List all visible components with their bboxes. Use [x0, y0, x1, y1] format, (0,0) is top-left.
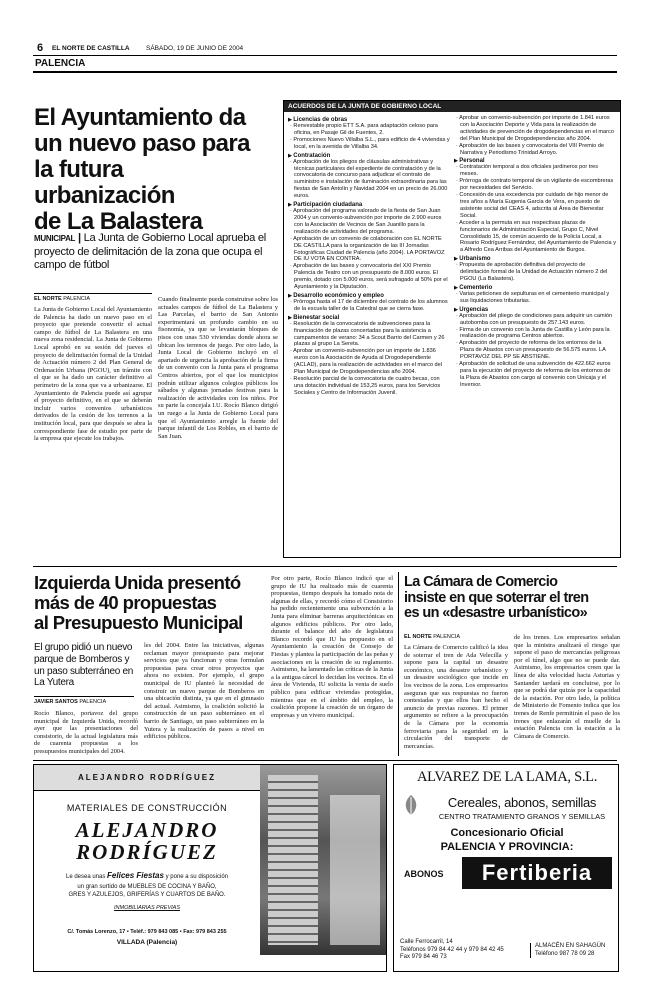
acuerdo-section-heading: ▶ Contratación [288, 153, 450, 159]
ad2-region: PALENCIA Y PROVINCIA: [440, 841, 574, 853]
acuerdo-item: · Contratación temporal a dos oficiales jardineros por tres meses. [454, 164, 616, 178]
acuerdo-item: · Aprobación del proyecto de reforma de los entornos de la Plaza de Abastos con un presupuesto de 56.575 euros. LA PORTAVOZ DEL PP SE ABSTIENE. [454, 340, 616, 361]
acuerdo-section-heading: ▶ Urgencias [454, 307, 616, 313]
camara-column-2: de los trenes. Los empresarios señalan que la ministra analizará el riesgo que supone el paso de mercancías peligrosas por el túnel, algo que no se puede dar. Asimismo, los empresarios creen que la línea de alta velocidad hacia Asturias y Santander tardará en concluirse, por lo que se podrá dar quizás por la capacidad de la estación. Por otro lado, la política de Ministerio de Fomento indica que los trenes de Renfe permitirán el paso de los trenes que enlazarán el muelle de la estación Palencia con la estación a la Cámara de Comercio. [514, 634, 620, 740]
acuerdo-item: · Aprobación del programa valorado de la fiesta de San Juan 2004 y un convenio-subvención por importe de 2.900 euros con la Asociación de Vecinos de San Juanillo para la realización de actividades del programa. [288, 208, 450, 236]
ad-top-sign: ALEJANDRO RODRÍGUEZ [34, 765, 260, 791]
acuerdo-section-heading: ▶ Personal [454, 158, 616, 164]
lead-headline-line: un nuevo paso para [34, 129, 250, 157]
acuerdo-item: · Resolución parcial de la convocatoria de cuatro becas, con una dotación individual de 153,25 euros, para los Servicios Sociales y Centro de Información Juvenil. [288, 376, 450, 397]
acuerdo-section-heading: ▶ Cementerio [454, 285, 616, 291]
camara-column-1: La Cámara de Comercio calificó la idea de soterrar el tren de Ada Velecilla y supone para la capital un desastre económico, una desastre urbanístico y un desastre sociológico que incide en los vecinos de la zona. Los empresarios aseguran que sus respuestas no fueron contestadas y que ellos han hecho el anuncio de previas razones. El primer argumento se refiere a la preocupación de la Cámara por la economía ferroviaria para la seguridad en la circulación del transporte de mercancías. [404, 644, 508, 750]
acuerdo-item: · Aprobar un convenio-subvención por importe de 1.841 euros con la Asociación Deporte y Vida para la realización de actividades de prevención de drogodependencias en el marco del Plan Municipal de Drogodependencias año 2004. [454, 115, 616, 143]
acuerdos-column-2 [454, 115, 616, 555]
iu-column-1: Rocío Blanco, portavoz del grupo municipal de Izquierda Unida, recordó ayer que las presentaciones del consistorio, de la actual legislatura más de cuarenta propuestas a los presupuestos municipales del 2004. [34, 710, 138, 755]
acuerdo-item: · Aprobación de las bases y convocatoria del XXI Premio Palencia de Teatro con un presupuesto de 8.000 euros. El premio, dotado con 5.000 euros, será sufragado al 50% por el Ayuntamiento y la Diputación. [288, 263, 450, 291]
acuerdo-item: · Aprobar un convenio-subvención por un importe de 1.836 euros con la Asociación de Ayuda al Drogodependiente (ACLAD), para la realización de actividades en el marco del Plan Municipal de Drogodependencias año 2004. [288, 348, 450, 376]
leaf-icon [400, 793, 422, 817]
ad-kicker: MATERIALES DE CONSTRUCCIÓN [66, 803, 228, 813]
byline-author: EL NORTE [404, 634, 432, 640]
acuerdo-item: · Aprobación de los pliegos de cláusulas administrativas y técnicas particulares del expediente de contratación y de la convocatoria de concurso para adjudicar el contrato de suministro e instalación de iluminación extraordinaria para las fiestas de San Antolín y Navidad 2004 en un precio de 26.000 euros. [288, 159, 450, 200]
lead-headline-line: la futura urbanización [34, 155, 175, 209]
ad-greeting: Le desea unas Felices Fiestas y pone a su disposición [65, 871, 228, 880]
deck-label: MUNICIPAL [34, 234, 76, 243]
camara-headline-line: es un «desastre urbanístico» [404, 605, 588, 622]
page-number: 6 [37, 42, 44, 54]
ad-company-name: ALEJANDRO RODRÍGUEZ [75, 818, 219, 864]
acuerdo-item: · Aprobación de las bases y convocatoria del VIII Premio de Narrativa y Periodismo Trinidad Arroyo. [454, 143, 616, 157]
section-title: PALENCIA [35, 58, 86, 69]
ad-products: un gran surtido de MUEBLES DE COCINA Y BAÑO, GRES Y AZULEJOS, GRIFERÍAS Y CUARTOS DE BAÑO. [68, 884, 226, 898]
issue-date: SÁBADO, 19 DE JUNIO DE 2004 [146, 45, 244, 52]
fertiberia-logo: Fertiberia [462, 857, 612, 889]
acuerdo-item: · Firma de un convenio con la Junta de Castilla y León para la realización de programa Centros abiertos. [454, 327, 616, 341]
iu-headline-line: más de 40 propuestas [34, 591, 217, 613]
ad2-concesionario: Concesionario Oficial [450, 827, 564, 839]
lead-headline-line: de La Balastera [34, 207, 203, 235]
iu-headline-line: Izquierda Unida presentó [34, 572, 241, 593]
lead-byline [34, 296, 90, 302]
acuerdo-item: · Aprobación del pliego de condiciones para adquirir un camión autobomba con un presupuesto de 257.143 euros. [454, 313, 616, 327]
acuerdo-item: · Acceder a la permuta en sus respectivas plazas de funcionarios de Administración Especial, Grupo C, Nivel Consolidado 15, de común acuerdo de la Policía Local, a Rosario Rodríguez Fernández, del Ayuntamiento de Palencia y a Alfredo Cea Arribas del Ayuntamiento de Burgos. [454, 220, 616, 255]
acuerdo-item: · Aprobación de solicitud de una subvención de 422.662 euros para la ejecución del proyecto de reforma de los entornos de la Plaza de Abastos con cargo al convenio con Unicaja y el Inversor. [454, 361, 616, 389]
acuerdo-item: · Propuesta de aprobación definitiva del proyecto de delimitación formal de la Unidad de Actuación número 2 del PGOU (La Balastera). [454, 262, 616, 283]
ad-address: C/. Tomás Lorenzo, 17 • Teléf.: 979 843 085 • Fax: 979 843 255 [67, 929, 227, 935]
acuerdos-column-1 [288, 115, 450, 555]
acuerdo-section-heading: ▶ Licencias de obras [288, 117, 450, 123]
acuerdo-section-heading: ▶ Participación ciudadana [288, 202, 450, 208]
acuerdos-box [283, 100, 621, 558]
acuerdo-item: · Aprobación de un convenio de colaboración con EL NORTE DE CASTILLA para la organización de las III Jornadas Fotográficas Ciudad de Palencia (año 2004). LA PORTAVOZ DE IU VOTA EN CONTRA. [288, 236, 450, 264]
lead-deck: MUNICIPAL | La Junta de Gobierno Local aprueba el proyecto de delimitación de la zona que ocupa el campo de fútbol [34, 232, 266, 271]
camara-headline-line: insiste en que soterrar el tren [404, 589, 589, 606]
byline-place: PALENCIA [63, 296, 91, 302]
byline-author: JAVIER SANTOS [34, 699, 78, 705]
acuerdo-item: · Renvestable propio ETT S.A. para adaptación celoso para oficina, en Pasaje Gil de Fuentes, 2. [288, 123, 450, 137]
ad2-abonos: ABONOS [404, 869, 444, 879]
acuerdo-item: · Prórroga de contrato temporal de un vigilante de escombreras por necesidades del Servicio. [454, 178, 616, 192]
iu-deck: El grupo pidió un nuevo parque de Bomberos y un paso subterráneo en La Yutera [34, 642, 134, 689]
deck-text: La Junta de Gobierno Local aprueba el proyecto de delimitación de la zona que ocupa el campo de fútbol [34, 232, 266, 271]
byline-place: PALENCIA [79, 699, 107, 705]
lead-headline [34, 105, 264, 235]
acuerdo-section-heading: ▶ Bienestar social [288, 315, 450, 321]
byline-place: PALENCIA [433, 634, 461, 640]
ad-town: VILLADA (Palencia) [116, 939, 178, 946]
ad2-address: Calle Ferrocarril, 14 Teléfonos 979 84 42 44 y 979 84 42 45 Fax 979 84 46 73 [400, 939, 504, 960]
ad-line4: INMOBILIARIAS PREVIAS [113, 905, 181, 911]
iu-column-2: les del 2004. Entre las iniciativas, algunas reclaman mayor presupuesto para mejorar servicios que ya funcionan y otras formulan propuestas para crear otros proyectos que ahora no existen. Por ejemplo, el grupo municipal de IU planteó la necesidad de construir un nuevo parque de Bomberos en una ubicación distinta, ya que en el gimnasio del actual. Asimismo, la coalición solicitó la construcción de un paso subterráneo en el barrio de Santiago, un paso subterráneo en la Yutera y la realización de pasos a nivel en edificios públicos. [144, 642, 264, 741]
ad-alvarez-de-la-lama [393, 764, 619, 972]
acuerdo-section-heading: ▶ Urbanismo [454, 256, 616, 262]
iu-byline [34, 699, 106, 705]
ad-alejandro-rodriguez [33, 764, 387, 972]
acuerdo-item: · Prórroga hasta el 17 de diciembre del contrato de los alumnos de la escuela taller de la Catedral que se cierra fase. [288, 299, 450, 313]
byline-author: EL NORTE [34, 296, 62, 302]
lead-column-1: La Junta de Gobierno Local del Ayuntamiento de Palencia ha dado un nuevo paso en el proyecto que pretende convertir el actual campo de fútbol de La Balastera en una nueva zona residencial. La Junta de Gobierno Local aprobó en su sesión del jueves el proyecto de delimitación formal de la Unidad de Actuación número 2 del Plan General de Ordenación Urbana (PGOU), un trámite con el que se ha dado un carácter definitivo al perímetro de la zona que va a urbanizarse. El Ayuntamiento de Palencia puede así agrupar el proyecto definitivo, en el que se deberán incluir varios convenios urbanísticos derivados de la cesión de los terrenos a la institución local, para que después se abra la correspondiente fase de estudio por parte de la empresa que ejecute los trabajos. [34, 306, 152, 443]
iu-column-3: Por otro parte, Rocío Blanco indicó que el grupo de IU ha realizado más de cuarenta propuestas, tiempo después ha tomado nota de algunas de ellas, y recordó cómo el Consistorio ha pedido recientemente una subvención a la Junta para eliminar barreras arquitectónicas en algunos edificios públicos. Por otro lado, durante el balance del año de legislatura Blanco recordó que IU ha propuesto en el Ayuntamiento la creación de Consejo de Fiestas y plantea la participación de las peñas y asociaciones en la creación de su reglamento. Asimismo, ha lamentado las críticas de la Junta a la antigua cárcel lo decidan los vecinos. En el área de Vivienda, IU solicita la venta de suelo público para edificar viviendas protegidas, mientras que en el ámbito del empleo, la coalición propone la creación de un órgano de empresas y un vivero municipal. [271, 575, 393, 719]
lead-headline-line: El Ayuntamiento da [34, 104, 246, 131]
ad2-store: ALMACÉN EN SAHAGÚN Teléfono 987 78 09 28 [530, 943, 616, 958]
iu-headline-line: al Presupuesto Municipal [34, 611, 243, 633]
acuerdo-item: · Resolución de la convocatoria de subvenciones para la financiación de plazas concertadas para la asistencia a campamentos de verano: 34 a Scout Barrio del Carmen y 26 plazas al grupo La Sereta. [288, 321, 450, 349]
camara-byline [404, 634, 460, 640]
newspaper-name: EL NORTE DE CASTILLA [52, 45, 130, 52]
iu-headline [34, 573, 304, 633]
acuerdo-item: · Concesión de una excedencia por cuidado de hijo menor de tres años a María Eugenia Garcia de Vera, en puesto de asistente social del CEAS 4, adscrita al Área de Bienestar Social. [454, 192, 616, 220]
camara-headline [404, 575, 622, 622]
ad2-products: Cereales, abonos, semillas [447, 795, 597, 810]
storefront-photo [260, 765, 387, 955]
acuerdo-section-heading: ▶ Desarrollo económico y empleo [288, 293, 450, 299]
acuerdo-item: · Promociones Nuevo Villalba S.L., para edificio de 4 viviendas y local, en la avenida de Villalba 34. [288, 137, 450, 151]
ad2-name: ALVAREZ DE LA LAMA, S.L. [416, 769, 598, 785]
acuerdo-item: · Varias peticiones de sepulturas en el cementerio municipal y sus liquidaciones tributarias. [454, 291, 616, 305]
lead-column-2: Cuando finalmente pueda construirse sobre los actuales campos de fútbol de La Balastera y Las Parcelas, el barrio de San Antonio experimentará un profundo cambio en su fisonomía, ya que se levantarán bloques de pisos con unas 530 viviendas donde ahora se ubican los terrenos de juego. Por otro lado, la Junta Local de Gobierno incluyó en el apartado de urgencia la aprobación de la firma de un convenio con la Junta para el programa Centros abiertos, por el que los municipios podrán utilizar algunos colegios públicos los sábados y algunas jornadas festivas para la realización de actividades con los niños. Por su parte la concejala I.U. Rocío Blanco dirigió un ruego a la Junta de Gobierno Local para que el Ayuntamiento arregle la fuente del parque infantil de Los Robles, en el barrio de San Juan. [158, 296, 278, 440]
camara-headline-line: La Cámara de Comercio [404, 574, 558, 590]
ad2-services: CENTRO TRATAMIENTO GRANOS Y SEMILLAS [438, 812, 606, 821]
acuerdos-title: ACUERDOS DE LA JUNTA DE GOBIERNO LOCAL [284, 101, 620, 112]
